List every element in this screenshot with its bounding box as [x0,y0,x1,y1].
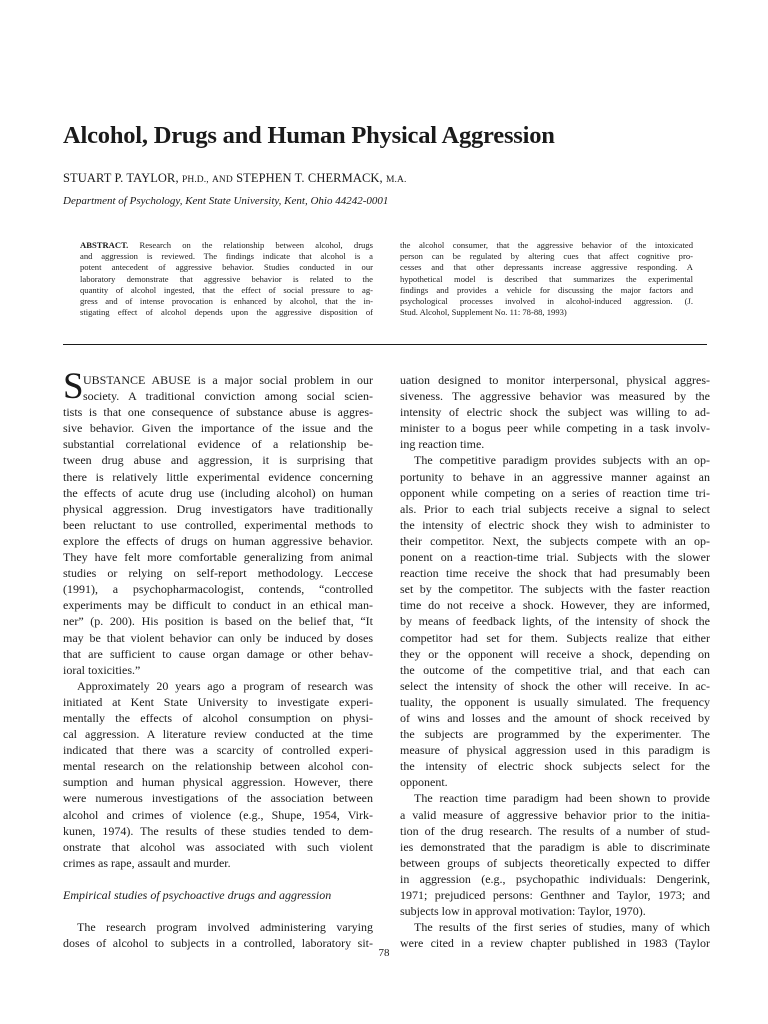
text-line: a valid measure of aggressive behavior prior to the initia- [400,807,710,822]
text-line: sive behavior. Given the importance of the issue and the [63,421,373,436]
text-line: ioral toxicities.” [63,662,141,677]
text-line: tuality, the opponent is usually simulated. The frequency [400,694,710,709]
author-and: AND [211,175,233,185]
abstract-line: hypothetical model is described that summarizes the experimental [400,273,693,284]
text-line: opponent while competing on a series of reaction time tri- [400,485,710,500]
text-line: crimes as rape, assault and murder. [63,855,231,870]
text-line: They have felt more comfortable generalizing from animal [63,550,373,565]
paragraph-validity [400,790,710,919]
text-line: measure of physical aggression used in this paradigm is [400,743,710,758]
abstract-line: cesses and that other depressants increase aggressive responding. A [400,262,693,273]
text-line: cal aggression. A literature review conducted at the time [63,727,373,742]
body-left-column [63,366,373,951]
body-right-column [400,372,710,951]
text-line: studies or relying on self-report methodology. Leccese [63,566,373,581]
author-1-name: STUART P. TAYLOR, [63,171,179,185]
text-line: of wins and losses and the amount of shock received by [400,710,710,725]
text-line: tween drug abuse and aggression, it is surprising that [63,453,373,468]
text-line: minister to a bogus peer while competing in a task involv- [400,421,710,436]
section-divider [63,344,707,345]
text-line: experiments may be difficult to conduct in an ethical man- [63,598,373,613]
text-line: there is relatively little experimental evidence concerning [63,469,373,484]
abstract-line: Stud. Alcohol, Supplement No. 11: 78-88, 1993) [400,307,567,318]
author-1-degree: PH.D., [181,175,209,185]
text-line: kunen, 1974). The results of these studies tended to dem- [63,823,373,838]
text-line: the intensity of electric shock they wish to administer to [400,517,710,532]
paragraph-paradigm [400,452,710,790]
text-line: time do not receive a shock. However, they are informed, [400,598,710,613]
text-line: initiated at Kent State University to investigate experi- [63,694,373,709]
text-line: 1971; prejudiced persons: Genthner and Taylor, 1973; and [400,888,710,902]
text-line: substantial correlational evidence of a relationship be- [63,437,373,452]
abstract-line: stigating effect of alcohol depends upon the aggressive disposition of [80,307,373,318]
text-line: als. Prior to each trial subjects receive a signal to select [400,501,710,516]
page-number: 78 [378,947,390,959]
author-line [63,170,713,188]
text-line: uation designed to monitor interpersonal, physical aggres- [400,373,710,387]
text-line: UBSTANCE ABUSE is a major social problem in our [83,373,373,387]
abstract-line: potent antecedent of aggressive behavior. Studies conducted in our [80,262,373,273]
text-line: ner” (p. 200). His position is based on the belief that, “It [63,614,373,629]
text-line: in aggression (e.g., psychopathic individuals: Dengerink, [400,871,710,886]
text-line: select the intensity of shock the other will receive. In ac- [400,678,710,693]
section-heading: Empirical studies of psychoactive drugs and aggression [63,887,332,902]
text-line: mentally the effects of alcohol consumption on physi- [63,710,373,725]
text-line: been reluctant to use controlled, experimental methods to [63,517,373,532]
text-line: ing reaction time. [400,437,485,452]
text-line: (1991), a psychopharmacologist, contends, “controlled [63,582,373,597]
text-line: explore the effects of drugs on human aggressive behavior. [63,533,373,548]
text-line: doses of alcohol to subjects in a controlled, laboratory sit- [63,936,373,951]
text-line: The results of the first series of studies, many of which [414,920,710,935]
text-line: The research program involved administering varying [77,920,373,934]
affiliation: Department of Psychology, Kent State University, Kent, Ohio 44242-0001 [63,195,389,207]
abstract-line: ABSTRACT. Research on the relationship between alcohol, drugs [80,240,373,250]
text-line: The competitive paradigm provides subjects with an op- [414,453,710,468]
text-line: Approximately 20 years ago a program of research was [77,678,373,693]
text-line: between groups of subjects theoretically expected to differ [400,855,710,870]
text-line: indicated that there was a scarcity of controlled experi- [63,743,373,758]
spacer [63,871,373,887]
text-line: the subjects are programmed by the experimenter. The [400,727,710,742]
text-line: sumption and human physical aggression. However, there [63,775,373,790]
text-line: onstrate that alcohol was associated with such violent [63,839,373,854]
text-line: they or the opponent will receive a shock, depending on [400,646,710,661]
author-2-name: STEPHEN T. CHERMACK, [236,171,383,185]
text-line: mental research on the relationship between alcohol con- [63,759,373,774]
text-line: tion of the drug research. The results of a number of stud- [400,823,710,838]
text-line: that are sufficient to cause organ damage or other behav- [63,646,373,661]
text-line: tists is that one consequence of substance abuse is aggres- [63,405,373,420]
text-line: ies demonstrated that the paradigm is able to discriminate [400,839,710,854]
abstract-line: person can be regulated by altering cues that affect cognitive pro- [400,251,693,262]
text-line: The reaction time paradigm had been shown to provide [414,791,710,806]
text-line: competitor had set for them. Subjects realize that either [400,630,710,645]
text-line: siveness. The aggressive behavior was measured by the [400,389,710,404]
text-line: their competitor. Next, the subjects compete with an op- [400,533,710,548]
abstract-line: laboratory demonstrate that aggressive behavior is related to the [80,273,373,284]
text-line: were numerous investigations of the association between [63,791,373,806]
text-line: society. A traditional conviction among social scien- [83,389,373,404]
text-line: reaction time receive the shock that had presumably been [400,566,710,581]
abstract-line: findings and provides a vehicle for discussing the major factors and [400,284,693,295]
abstract-line: psychological processes involved in alcohol-induced aggression. (J. [400,296,693,307]
paragraph-continued [400,372,710,452]
abstract-label: ABSTRACT. [80,240,129,250]
text-line: set by the competitor. The subjects with the faster reaction [400,582,710,597]
text-line: by means of feedback lights, of the intensity of shock the [400,614,710,629]
text-line: may be that violent behavior can only be induced by doses [63,630,373,645]
text-line: alcohol and crimes of violence (e.g., Shupe, 1954, Virk- [63,807,373,822]
text-line: physical aggression. Drug investigators have traditionally [63,501,373,516]
paragraph-intro [63,366,373,678]
text-line: subjects low in approval motivation: Taylor, 1970). [400,904,646,919]
text-line: portunity to behave in an aggressive manner against an [400,469,710,484]
abstract-right-column [400,240,693,318]
abstract-left-column [80,240,373,318]
article-title: Alcohol, Drugs and Human Physical Aggression [63,122,555,149]
abstract-line: and aggression is reviewed. The findings indicate that alcohol is a [80,251,373,262]
spacer [63,903,373,919]
text-line: were cited in a review chapter published in 1983 (Taylor [400,936,710,951]
paragraph-history [63,678,373,871]
text-line: the effects of acute drug use (including alcohol) on human [63,485,373,500]
drop-cap: S [63,366,84,407]
abstract-line: quantity of alcohol ingested, that the effect of social pressure to ag- [80,284,373,295]
text-line: intensity of electric shock the subject was willing to ad- [400,405,710,420]
text-line: opponent. [400,775,448,790]
text-line: ponent on a reaction-time trial. Subjects with the slower [400,550,710,565]
text-line: the intensity of electric shock subjects select for the [400,759,710,774]
author-2-degree: M.A. [386,175,407,185]
text-line: the outcome of the competitive trial, and that each can [400,662,710,677]
abstract-line: gress and of intense provocation is enhanced by alcohol, that the in- [80,296,373,307]
abstract-line: the alcohol consumer, that the aggressive behavior of the intoxicated [400,240,693,250]
